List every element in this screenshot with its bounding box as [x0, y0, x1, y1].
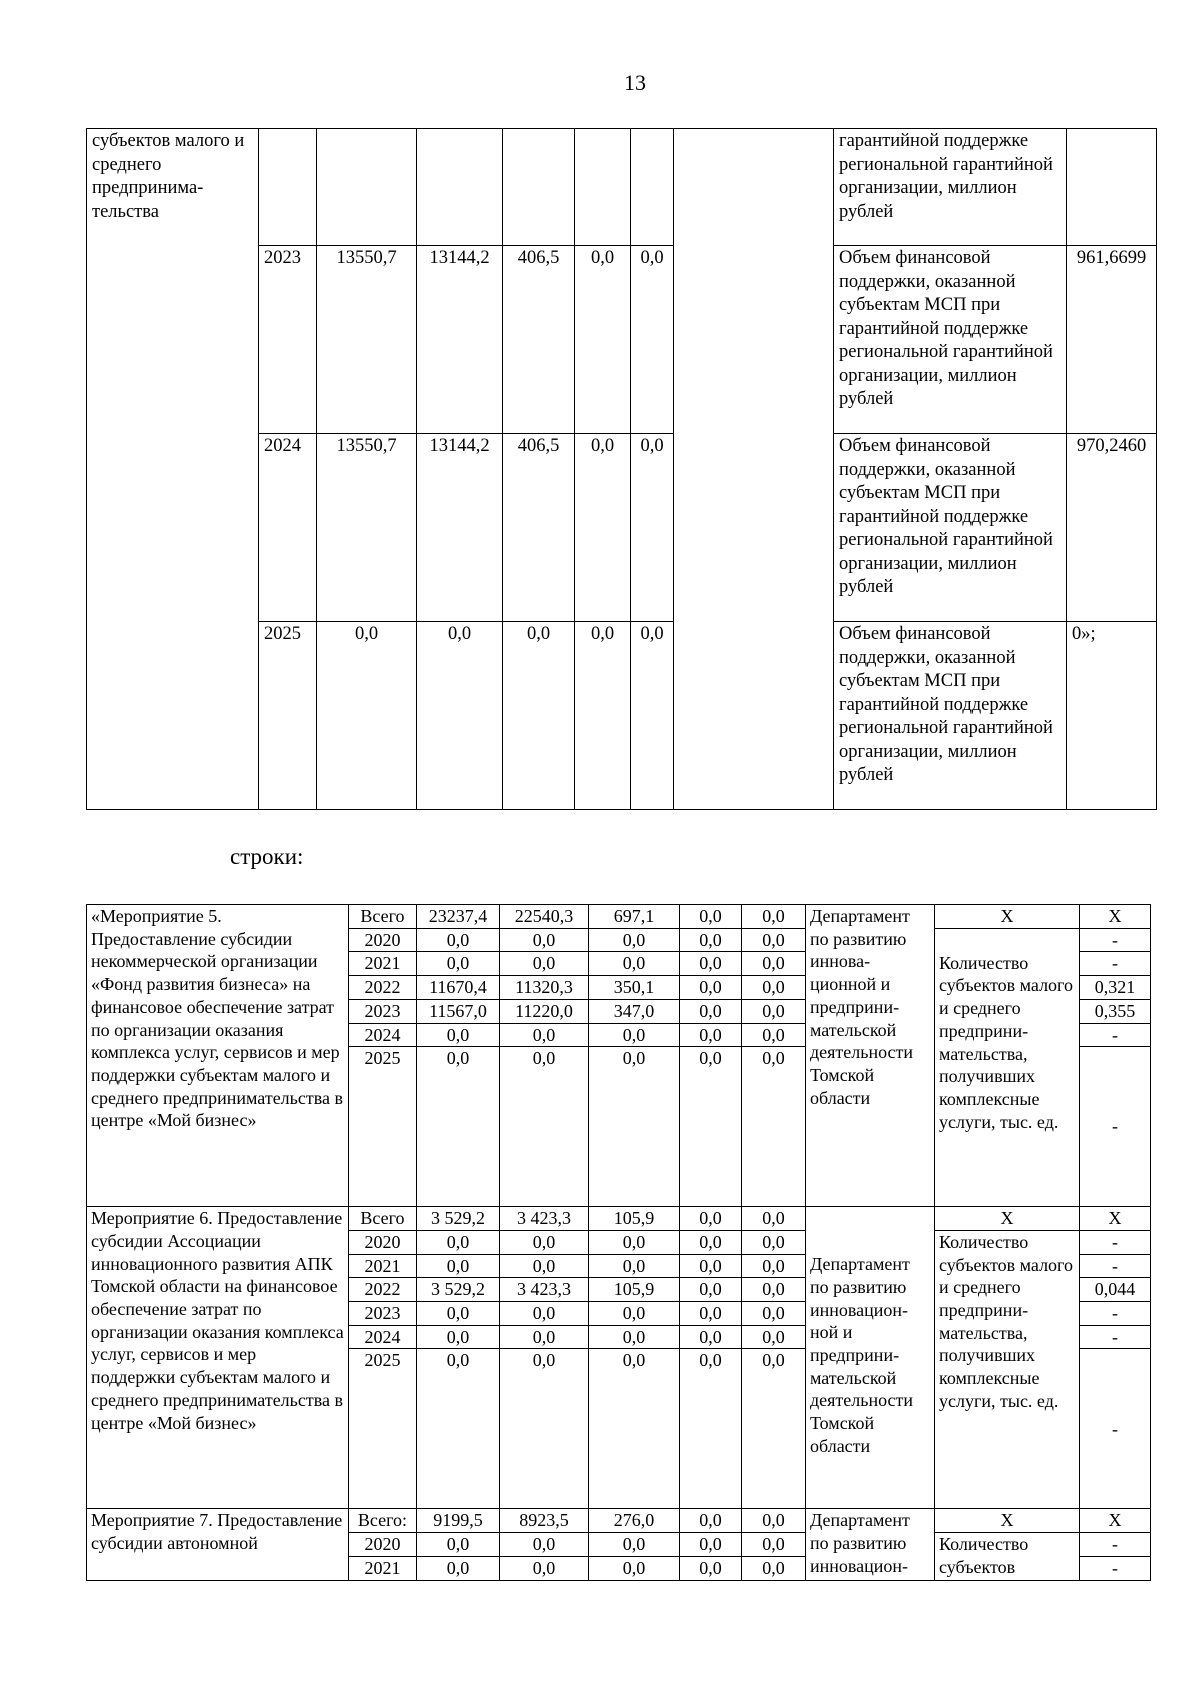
measure-7-indicator: Количество субъектов — [935, 1533, 1080, 1580]
measure-7-department: Департамент по развитию инновацион- — [806, 1509, 935, 1580]
table-row: 2023 11567,0 11220,0 347,0 0,0 0,0 0,355 — [87, 999, 1151, 1023]
measure-7-title: Мероприятие 7. Предоставление субсидии автономной — [87, 1509, 349, 1580]
table-row: Мероприятие 7. Предоставление субсидии автономной Всего: 9199,5 8923,5 276,0 0,0 0,0 Департамент по развитию инновацион- Х Х — [87, 1509, 1151, 1533]
table-row: 2022 11670,4 11320,3 350,1 0,0 0,0 0,321 — [87, 976, 1151, 1000]
measure-5-indicator: Количество субъектов малого и среднего предприни-мательства, получивших комплексные услуги, тыс. ед. — [935, 928, 1080, 1207]
table-row: 2024 13550,7 13144,2 406,5 0,0 0,0 Объем финансовой поддержки, оказанной субъектам МСП при гарантийной поддержке региональной гарантийной организации, миллион рублей 970,2460 — [87, 434, 1157, 622]
measure-6-title: Мероприятие 6. Предоставление субсидии Ассоциации инновационного развития АПК Томской области на финансовое обеспечение затрат по организации оказания комплекса услуг, сервисов и мер поддержки субъектам малого и среднего предпринимательства в центре «Мой бизнес» — [87, 1207, 349, 1509]
table-row: 2023 0,0 0,0 0,0 0,0 0,0 - — [87, 1302, 1151, 1326]
subject-label: субъектов малого и среднего предпринима-тельства — [87, 129, 259, 810]
table-row: 2025 0,0 0,0 0,0 0,0 0,0 - — [87, 1349, 1151, 1509]
page-number: 13 — [624, 70, 646, 95]
table-row: 2022 3 529,2 3 423,3 105,9 0,0 0,0 0,044 — [87, 1278, 1151, 1302]
table-row: 2025 0,0 0,0 0,0 0,0 0,0 - — [87, 1047, 1151, 1207]
table-row: 2020 0,0 0,0 0,0 0,0 0,0 Количество субъектов - — [87, 1533, 1151, 1557]
table-row: 2021 0,0 0,0 0,0 0,0 0,0 - — [87, 1556, 1151, 1580]
table-row: 2021 0,0 0,0 0,0 0,0 0,0 - — [87, 1254, 1151, 1278]
empty-column — [674, 129, 834, 810]
table-row: Мероприятие 6. Предоставление субсидии Ассоциации инновационного развития АПК Томской области на финансовое обеспечение затрат по организации оказания комплекса услуг, сервисов и мер поддержки субъектам малого и среднего предпринимательства в центре «Мой бизнес» Всего 3 529,2 3 423,3 105,9 0,0 0,0 Департамент по развитию инновацион-ной и предприни-мательской деятельности Томской области Х Х — [87, 1207, 1151, 1231]
measure-6-indicator: Количество субъектов малого и среднего предприни-мательства, получивших комплексные услуги, тыс. ед. — [935, 1230, 1080, 1509]
continuation-table — [86, 128, 1157, 810]
table-row: 2021 0,0 0,0 0,0 0,0 0,0 - — [87, 952, 1151, 976]
fragment-label: строки: — [230, 844, 304, 869]
indicator-cell: гарантийной поддержке региональной гарантийной организации, миллион рублей — [834, 129, 1067, 246]
table-row: 2023 13550,7 13144,2 406,5 0,0 0,0 Объем финансовой поддержки, оказанной субъектам МСП при гарантийной поддержке региональной гарантийной организации, миллион рублей 961,6699 — [87, 246, 1157, 434]
table-row: 2020 0,0 0,0 0,0 0,0 0,0 Количество субъектов малого и среднего предприни-мательства, получивших комплексные услуги, тыс. ед. - — [87, 1230, 1151, 1254]
table-row: 2024 0,0 0,0 0,0 0,0 0,0 - — [87, 1023, 1151, 1047]
table-row: 2024 0,0 0,0 0,0 0,0 0,0 - — [87, 1325, 1151, 1349]
table-row: 2020 0,0 0,0 0,0 0,0 0,0 Количество субъектов малого и среднего предприни-мательства, получивших комплексные услуги, тыс. ед. - — [87, 928, 1151, 952]
measure-5-title: «Мероприятие 5. Предоставление субсидии некоммерческой организации «Фонд развития бизнеса» на финансовое обеспечение затрат по организации оказания комплекса услуг, сервисов и мер поддержки субъектам малого и среднего предпринимательства в центре «Мой бизнес» — [87, 905, 349, 1207]
measure-6-department: Департамент по развитию инновацион-ной и предприни-мательской деятельности Томской области — [806, 1207, 935, 1509]
table-row: 2025 0,0 0,0 0,0 0,0 0,0 Объем финансовой поддержки, оказанной субъектам МСП при гарантийной поддержке региональной гарантийной организации, миллион рублей 0»; — [87, 622, 1157, 810]
measures-table — [86, 904, 1151, 1581]
measure-5-department: Департамент по развитию иннова-ционной и предприни-мательской деятельности Томской области — [806, 905, 935, 1207]
table-row: «Мероприятие 5. Предоставление субсидии некоммерческой организации «Фонд развития бизнеса» на финансовое обеспечение затрат по организации оказания комплекса услуг, сервисов и мер поддержки субъектам малого и среднего предпринимательства в центре «Мой бизнес» Всего 23237,4 22540,3 697,1 0,0 0,0 Департамент по развитию иннова-ционной и предприни-мательской деятельности Томской области Х Х — [87, 905, 1151, 929]
